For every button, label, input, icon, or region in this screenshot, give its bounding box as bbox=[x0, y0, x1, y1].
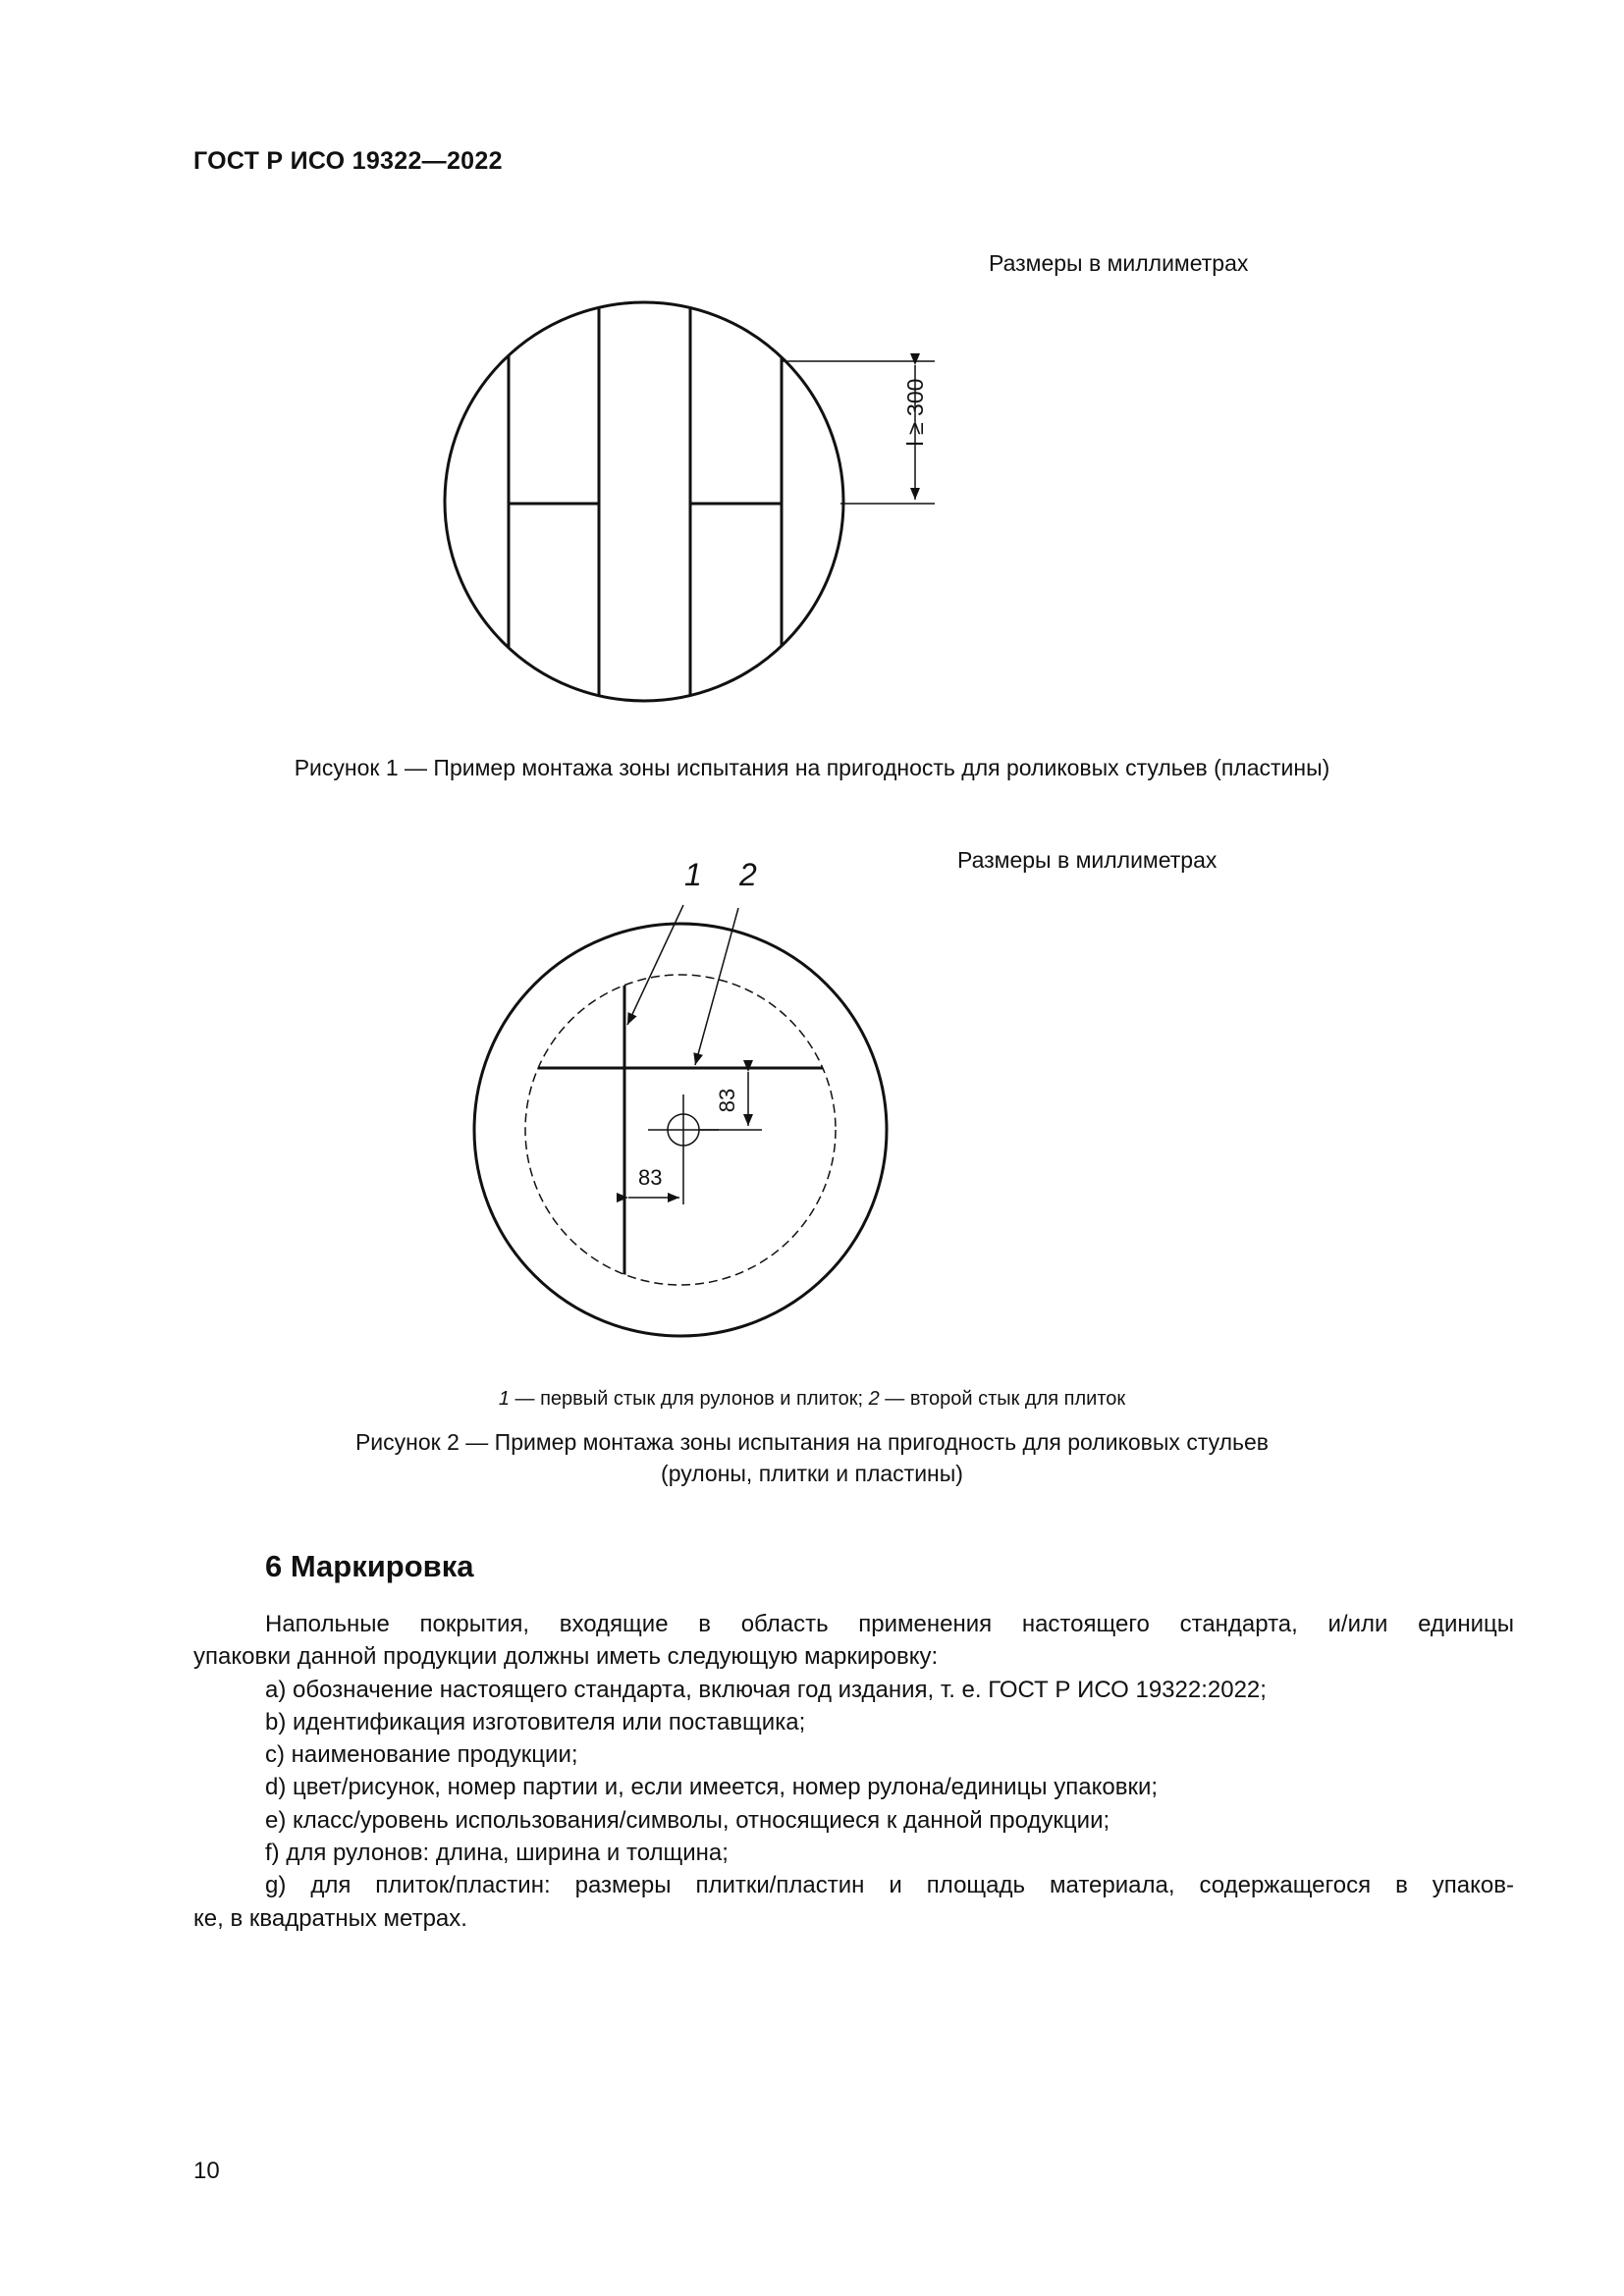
intro-line-2: упаковки данной продукции должны иметь следующую маркировку: bbox=[193, 1643, 939, 1671]
document-header: ГОСТ Р ИСО 19322—2022 bbox=[193, 147, 503, 175]
figure2-marker-1: 1 bbox=[684, 857, 702, 892]
figure2-marker-2: 2 bbox=[739, 857, 757, 892]
legend-key-2: 2 bbox=[868, 1388, 880, 1410]
list-item-f: f) для рулонов: длина, ширина и толщина; bbox=[265, 1840, 729, 1867]
figure2-dim-horizontal-label: 83 bbox=[638, 1165, 663, 1190]
figure2-joints bbox=[511, 962, 854, 1296]
list-item-e: e) класс/уровень использования/символы, относящиеся к данной продукции; bbox=[265, 1806, 1110, 1834]
section-title: 6 Маркировка bbox=[265, 1549, 474, 1583]
figure2-units-note: Размеры в миллиметрах bbox=[957, 847, 1218, 873]
list-item-g-continuation: ке, в квадратных метрах. bbox=[193, 1904, 467, 1932]
figure2-dim-vertical-label: 83 bbox=[715, 1088, 739, 1113]
section-body bbox=[193, 1608, 1514, 1935]
list-item-b: b) идентификация изготовителя или поставщика; bbox=[265, 1708, 806, 1735]
legend-text-1: — первый стык для рулонов и плиток; bbox=[509, 1388, 869, 1410]
figure2-legend bbox=[0, 1388, 1624, 1411]
figure1-units-note: Размеры в миллиметрах bbox=[989, 250, 1249, 276]
figure2-caption-line1: Рисунок 2 — Пример монтажа зоны испытания на пригодность для роликовых стульев bbox=[354, 1429, 1270, 1455]
figure1-dimension-label: l ≥ 300 bbox=[902, 378, 928, 447]
figure1-caption: Рисунок 1 — Пример монтажа зоны испытания на пригодность для роликовых стульев (пластины) bbox=[294, 755, 1330, 780]
legend-text-2: — второй стык для плиток bbox=[879, 1388, 1126, 1410]
list-item-a: a) обозначение настоящего стандарта, включая год издания, т. е. ГОСТ Р ИСО 19322:2022; bbox=[265, 1676, 1267, 1703]
list-item-g: g) для плиток/пластин: размеры плитки/пластин и площадь материала, содержащегося в упаков- bbox=[265, 1872, 1514, 1899]
legend-key-1: 1 bbox=[498, 1388, 510, 1410]
figure2-caption-line2: (рулоны, плитки и пластины) bbox=[661, 1461, 963, 1486]
list-item-d: d) цвет/рисунок, номер партии и, если имеется, номер рулона/единицы упаковки; bbox=[265, 1774, 1159, 1801]
intro-line-1: Напольные покрытия, входящие в область применения настоящего стандарта, и/или единицы bbox=[265, 1611, 1514, 1637]
list-item-c: c) наименование продукции; bbox=[265, 1741, 578, 1769]
page-number: 10 bbox=[193, 2158, 220, 2184]
